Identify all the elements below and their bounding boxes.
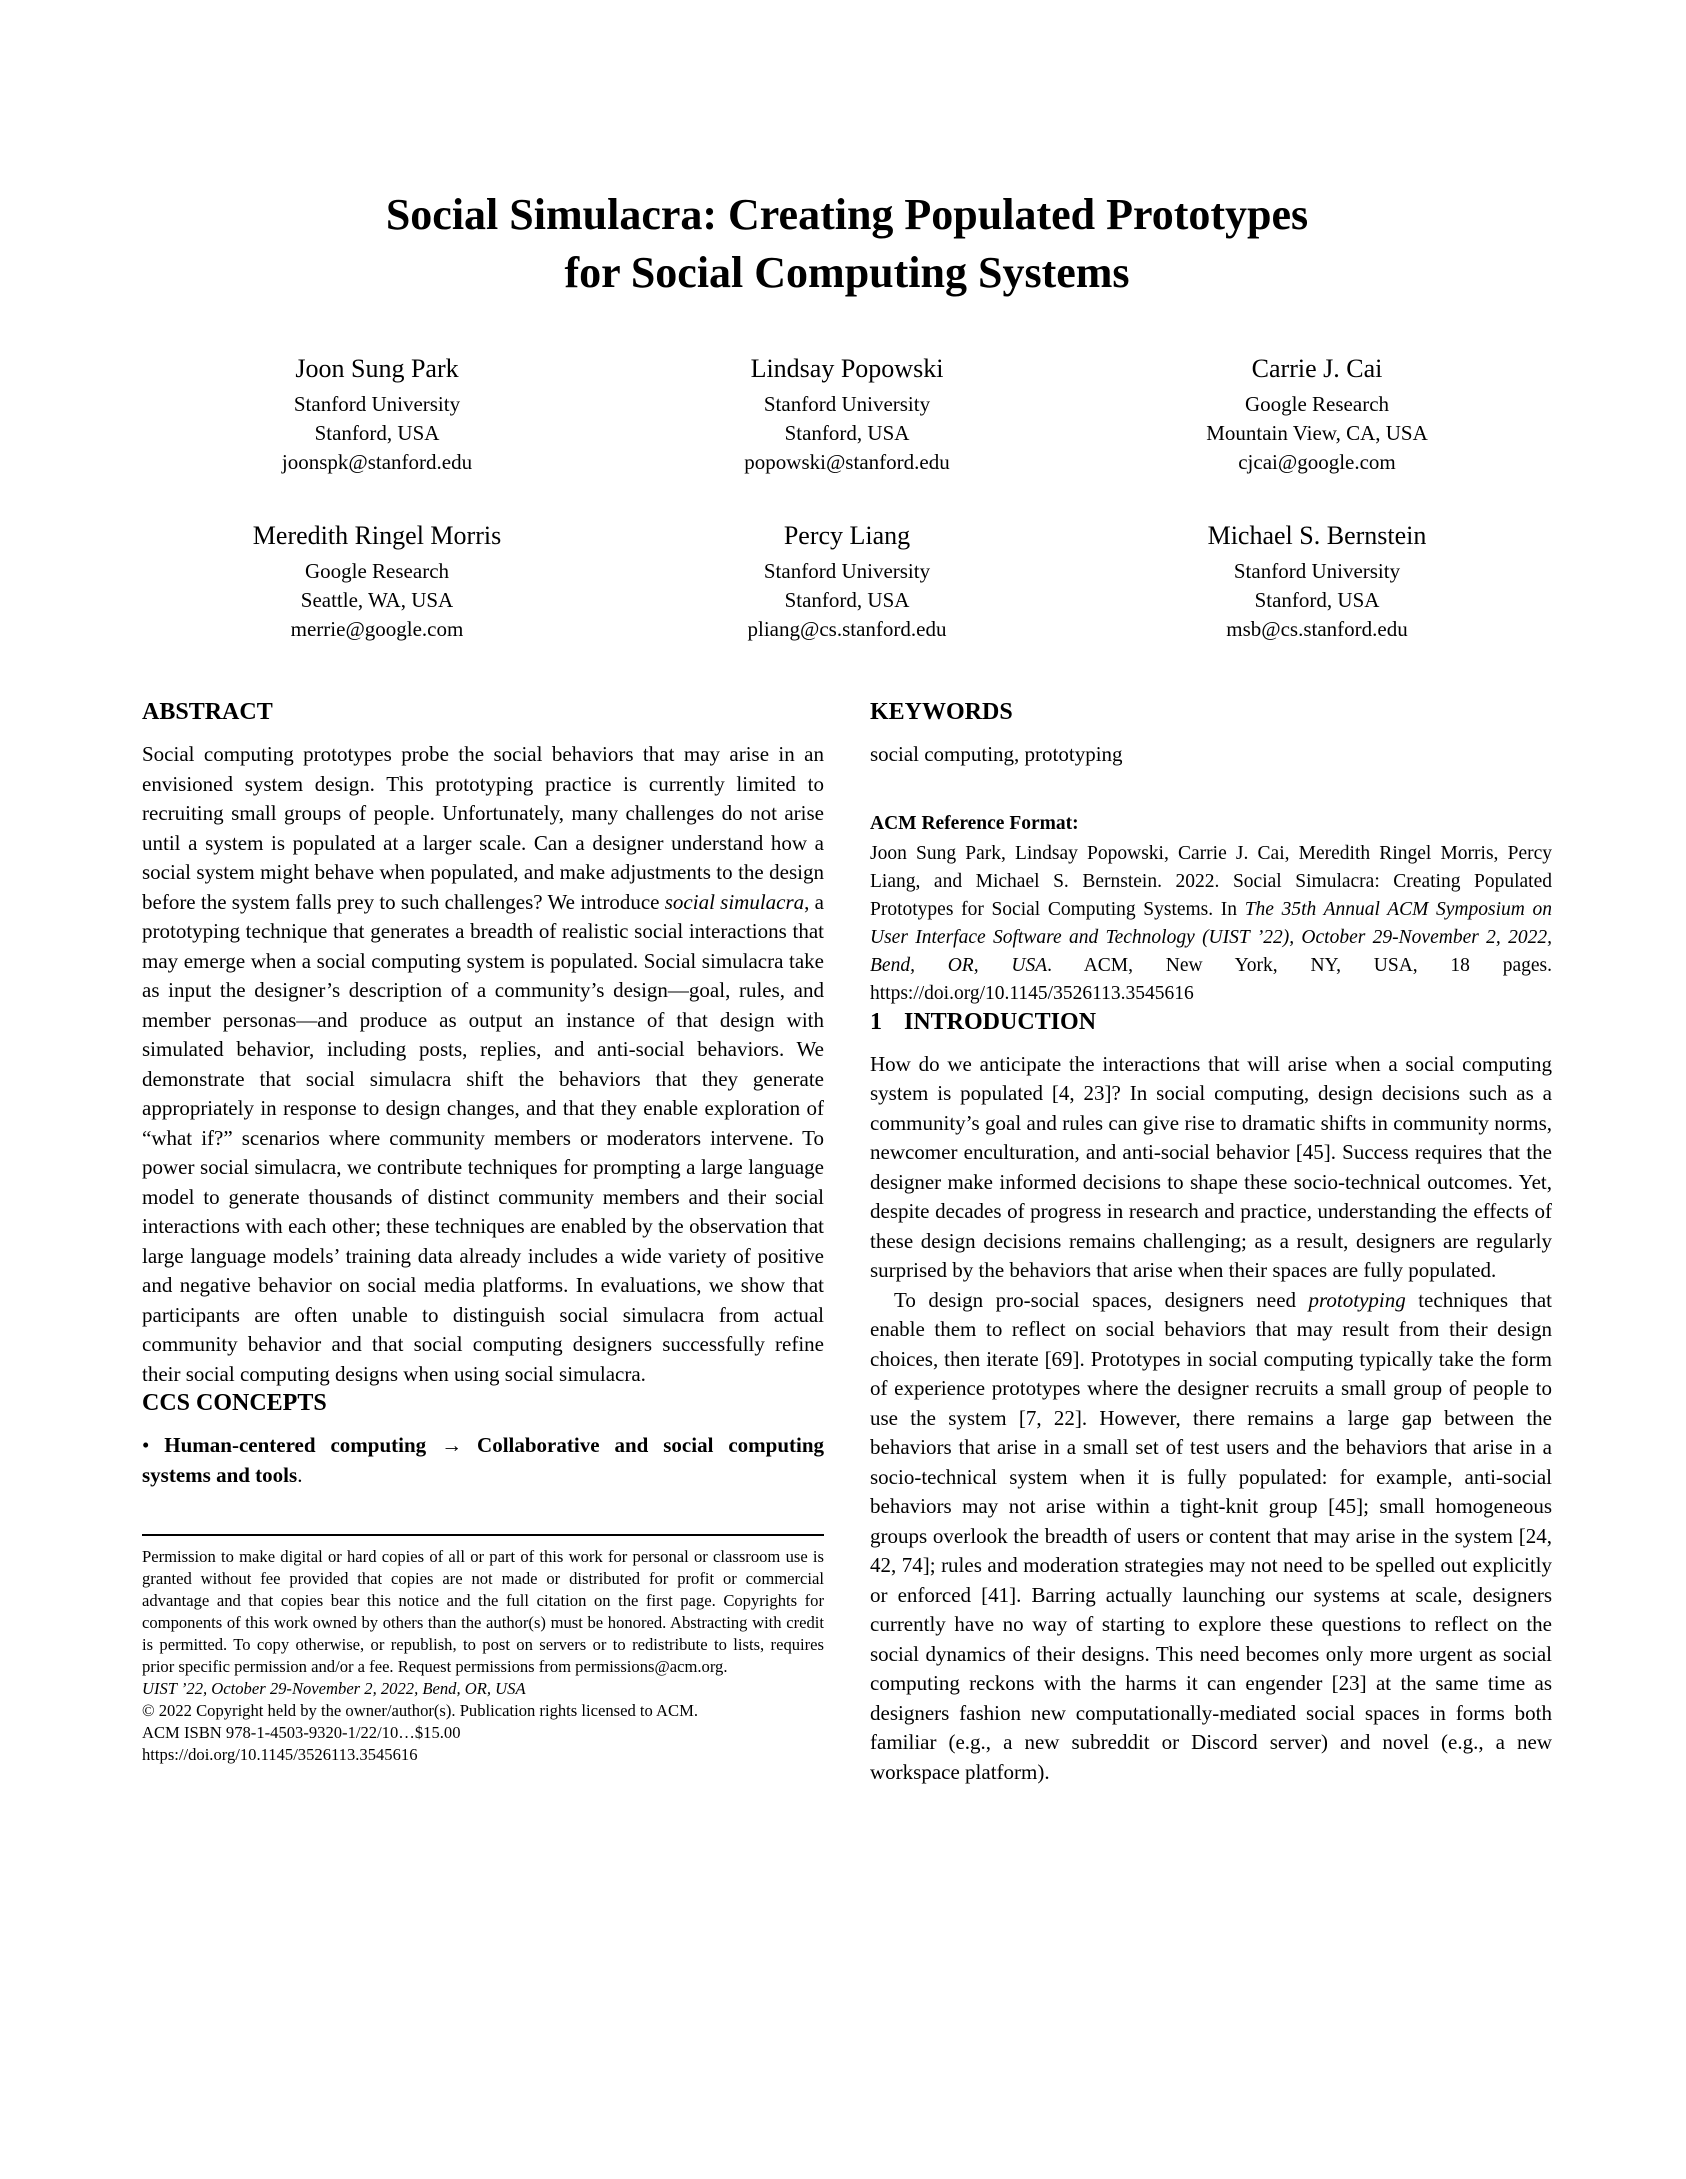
author-affiliation: Google Research	[304, 559, 450, 583]
author-email: joonspk@stanford.edu	[281, 450, 473, 474]
author-block	[1082, 352, 1552, 477]
doi-link[interactable]: https://doi.org/10.1145/3526113.3545616	[142, 1745, 418, 1764]
author-block	[612, 519, 1082, 644]
author-name: Meredith Ringel Morris	[252, 521, 502, 550]
author-affiliation: Stanford University	[763, 392, 931, 416]
paper-title-line-1: Social Simulacra: Creating Populated Prototypes	[385, 190, 1309, 239]
footnote-divider	[142, 1534, 824, 1536]
author-email: merrie@google.com	[290, 617, 464, 641]
author-location: Stanford, USA	[784, 421, 910, 445]
paper-title	[142, 0, 1552, 302]
author-affiliation: Stanford University	[293, 392, 461, 416]
author-block	[612, 352, 1082, 477]
ccs-text: • Human-centered computing → Collaborative and social computing systems and tools.	[142, 1433, 825, 1487]
author-email: popowski@stanford.edu	[744, 450, 950, 474]
section-title: INTRODUCTION	[904, 1008, 1097, 1035]
authors-grid	[142, 352, 1552, 644]
author-block	[142, 352, 612, 477]
author-location: Mountain View, CA, USA	[1206, 421, 1428, 445]
copyright-line: © 2022 Copyright held by the owner/author(s). Publication rights licensed to ACM.	[142, 1701, 698, 1720]
author-affiliation: Google Research	[1244, 392, 1390, 416]
acm-reference-block	[870, 810, 1552, 1008]
venue-line: UIST ’22, October 29-November 2, 2022, Bend, OR, USA	[142, 1679, 526, 1698]
keywords-heading: KEYWORDS	[870, 699, 1013, 725]
author-block	[142, 519, 612, 644]
paper-title-line-2: for Social Computing Systems	[564, 248, 1130, 297]
left-column	[142, 698, 824, 1787]
intro-paragraph-1: How do we anticipate the interactions that will arise when a social computing system is populated [4, 23]? In social computing, design decisions such as a community’s goal and rules can give rise to dramatic shifts in community norms, newcomer enculturation, and anti-social behavior [45]. Success requires that the designer make informed decisions to shape these socio-technical outcomes. Yet, despite decades of progress in research and practice, understanding the effects of these design decisions remains challenging; as a result, designers are regularly surprised by the behaviors that arise when their spaces are fully populated.	[870, 1051, 1552, 1282]
author-affiliation: Stanford University	[1233, 559, 1401, 583]
isbn-line: ACM ISBN 978-1-4503-9320-1/22/10…$15.00	[142, 1723, 461, 1742]
two-column-body	[142, 698, 1552, 1787]
author-name: Lindsay Popowski	[750, 354, 944, 383]
abstract-heading: ABSTRACT	[142, 699, 273, 725]
ccs-heading: CCS CONCEPTS	[142, 1390, 327, 1416]
author-name: Carrie J. Cai	[1251, 354, 1383, 383]
section-number: 1	[870, 1008, 882, 1035]
abstract-text: Social computing prototypes probe the social behaviors that may arise in an envisioned system design. This prototyping practice is currently limited to recruiting small groups of people. Unfortunately, many challenges do not arise until a system is populated at a larger scale. Can a designer understand how a social system might behave when populated, and make adjustments to the design before the system falls prey to such challenges? We introduce social simulacra, a prototyping technique that generates a breadth of realistic social interactions that may emerge when a social computing system is populated. Social simulacra take as input the designer’s description of a community’s design—goal, rules, and member personas—and produce as output an instance of that design with simulated behavior, including posts, replies, and anti-social behaviors. We demonstrate that social simulacra shift the behaviors that they generate appropriately in response to design changes, and that they enable exploration of “what if?” scenarios where community members or moderators intervene. To power social simulacra, we contribute techniques for prompting a large language model to generate thousands of distinct community members and their social interactions with each other; these techniques are enabled by the observation that large language models’ training data already includes a wide variety of positive and negative behavior on social media platforms. In evaluations, we show that participants are often unable to distinguish social simulacra from actual community behavior and that social computing designers successfully refine their social computing designs when using social simulacra.	[142, 742, 824, 1386]
acm-reference-heading: ACM Reference Format:	[870, 812, 1079, 834]
author-email: cjcai@google.com	[1238, 450, 1396, 474]
intro-paragraph-2: To design pro-social spaces, designers need prototyping techniques that enable them to reflect on social behaviors that may result from their design choices, then iterate [69]. Prototypes in social computing typically take the form of experience prototypes where the designer recruits a small group of people to use the system [7, 22]. However, there remains a large gap between the behaviors that arise in a small set of test users and the behaviors that arise in a socio-technical system when it is fully populated: for example, anti-social behaviors may not arise within a tight-knit group [45]; small homogeneous groups overlook the breadth of users or content that may arise in the system [24, 42, 74]; rules and moderation strategies may not need to be spelled out explicitly or enforced [41]. Barring actually launching our systems at scale, designers currently have no way of starting to explore these questions to reflect on the social dynamics of their designs. This need becomes only more urgent as social computing reckons with the harms it can engender [23] at the same time as designers fashion new computationally-mediated social spaces in forms both familiar (e.g., a new subreddit or Discord server) and novel (e.g., a new workspace platform).	[870, 1287, 1552, 1784]
keywords-text: social computing, prototyping	[870, 742, 1123, 766]
author-location: Seattle, WA, USA	[300, 588, 454, 612]
footnote-block	[142, 1534, 824, 1766]
right-column	[870, 698, 1552, 1787]
author-location: Stanford, USA	[1254, 588, 1380, 612]
introduction-heading	[870, 1008, 1552, 1036]
author-name: Michael S. Bernstein	[1207, 521, 1427, 550]
author-block	[1082, 519, 1552, 644]
author-location: Stanford, USA	[784, 588, 910, 612]
author-email: pliang@cs.stanford.edu	[747, 617, 947, 641]
author-location: Stanford, USA	[314, 421, 440, 445]
author-email: msb@cs.stanford.edu	[1226, 617, 1408, 641]
author-name: Joon Sung Park	[295, 354, 459, 383]
author-name: Percy Liang	[783, 521, 911, 550]
author-affiliation: Stanford University	[763, 559, 931, 583]
acm-reference-text: Joon Sung Park, Lindsay Popowski, Carrie J. Cai, Meredith Ringel Morris, Percy Liang, and Michael S. Bernstein. 2022. Social Simulacra: Creating Populated Prototypes for Social Computing Systems. In The 35th Annual ACM Symposium on User Interface Software and Technology (UIST ’22), October 29-November 2, 2022, Bend, OR, USA. ACM, New York, NY, USA, 18 pages. https://doi.org/10.1145/3526113.3545616	[870, 842, 1552, 1004]
permission-text: Permission to make digital or hard copies of all or part of this work for personal or classroom use is granted without fee provided that copies are not made or distributed for profit or commercial advantage and that copies bear this notice and the full citation on the first page. Copyrights for components of this work owned by others than the author(s) must be honored. Abstracting with credit is permitted. To copy otherwise, or republish, to post on servers or to redistribute to lists, requires prior specific permission and/or a fee. Request permissions from permissions@acm.org.	[142, 1547, 824, 1676]
